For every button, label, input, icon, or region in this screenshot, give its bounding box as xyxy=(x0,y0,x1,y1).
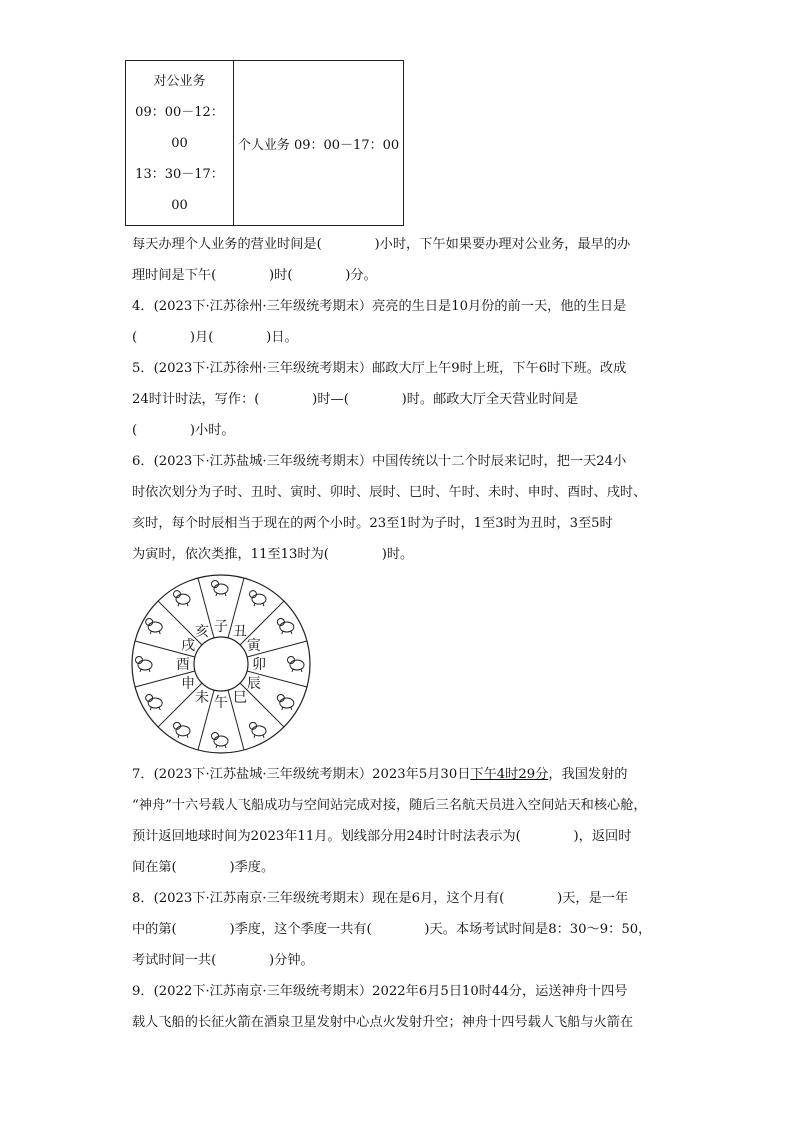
pig-icon xyxy=(174,591,191,607)
branch-label: 丑 xyxy=(233,624,247,641)
monkey-icon xyxy=(146,695,163,711)
branch-label: 辰 xyxy=(246,676,261,692)
tiger-icon xyxy=(277,619,294,635)
text-line: “神舟”十六号载人飞船成功与空间站完成对接，随后三名航天员进入空间站天和核心舱， xyxy=(132,798,647,813)
branch-label: 酉 xyxy=(176,657,190,673)
text-line: 理时间是下午( )时( )分。 xyxy=(132,268,377,283)
rabbit-icon xyxy=(288,657,305,673)
text-line: 预计返回地球时间为2023年11月。划线部分用24时计时法表示为( )，返回时 xyxy=(132,829,632,844)
text-line: 24时计时法，写作：( )时—( )时。邮政大厅全天营业时间是 xyxy=(132,392,579,407)
branch-label: 卯 xyxy=(252,657,266,673)
branch-label: 亥 xyxy=(195,624,209,641)
corporate-line-2: 00 xyxy=(171,135,188,151)
question-6: 6．(2023下·江苏盐城·三年级统考期末）中国传统以十二个时辰来记时，把一天24小 xyxy=(132,454,627,469)
q7-pre: 7．(2023下·江苏盐城·三年级统考期末）2023年5月30日 xyxy=(132,767,471,782)
mouse-icon xyxy=(212,581,229,597)
question-8: 8．(2023下·江苏南京·三年级统考期末）现在是6月，这个月有( )天，是一年 xyxy=(132,891,629,906)
dog-icon xyxy=(146,619,163,635)
zodiac-wheel xyxy=(130,573,312,755)
branch-label: 午 xyxy=(214,695,228,711)
text-line: 间在第( )季度。 xyxy=(132,860,275,875)
branch-label: 申 xyxy=(181,676,196,692)
corporate-hours-cell xyxy=(126,61,234,225)
branch-label: 子 xyxy=(214,619,228,635)
goat-icon xyxy=(174,722,191,738)
ox-icon xyxy=(250,591,267,607)
personal-hours-text: 个人业务 09：00－17：00 xyxy=(237,137,400,153)
question-9: 9．(2022下·江苏南京·三年级统考期末）2022年6月5日10时44分，运送神舟十四号 xyxy=(132,984,628,999)
rooster-icon xyxy=(136,657,153,673)
branch-label: 巳 xyxy=(233,689,247,706)
q7-underlined-time: 下午4时29分 xyxy=(470,767,549,782)
corporate-line-0: 对公业务 xyxy=(153,73,206,89)
branch-label: 寅 xyxy=(246,638,261,654)
question-5: 5．(2023下·江苏徐州·三年级统考期末）邮政大厅上午9时上班，下午6时下班。改成 xyxy=(132,361,627,376)
branch-label: 戌 xyxy=(181,638,196,654)
horse-icon xyxy=(212,733,229,749)
text-line: ( )小时。 xyxy=(132,423,235,438)
question-4: 4．(2023下·江苏徐州·三年级统考期末）亮亮的生日是10月份的前一天，他的生日是 xyxy=(132,299,627,314)
corporate-line-3: 13：30－17： xyxy=(135,166,224,182)
text-line: 亥时，每个时辰相当于现在的两个小时。23至1时为子时，1至3时为丑时，3至5时 xyxy=(132,516,613,531)
question-7 xyxy=(132,765,627,785)
branch-label: 未 xyxy=(195,689,209,706)
wheel-inner-ring xyxy=(194,637,248,691)
text-line: 考试时间一共( )分钟。 xyxy=(132,953,314,968)
corporate-line-4: 00 xyxy=(171,197,188,213)
personal-hours-cell xyxy=(234,61,403,225)
text-line: 时依次划分为子时、丑时、寅时、卯时、辰时、巳时、午时、未时、申时、酉时、戌时、 xyxy=(132,485,647,500)
text-line: 每天办理个人业务的营业时间是( )小时，下午如果要办理对公业务，最早的办 xyxy=(132,237,631,252)
business-hours-table xyxy=(125,60,404,226)
text-line: ( )月( )日。 xyxy=(132,330,298,345)
text-line: 中的第( )季度，这个季度一共有( )天。本场考试时间是8：30～9：50， xyxy=(132,922,652,937)
text-line: 载人飞船的长征火箭在酒泉卫星发射中心点火发射升空；神舟十四号载人飞船与火箭在 xyxy=(132,1015,634,1030)
dragon-icon xyxy=(277,695,294,711)
q7-post: ，我国发射的 xyxy=(548,767,628,782)
snake-icon xyxy=(250,722,267,738)
text-line: 为寅时，依次类推，11至13时为( )时。 xyxy=(132,547,414,562)
corporate-line-1: 09：00－12： xyxy=(135,104,224,120)
